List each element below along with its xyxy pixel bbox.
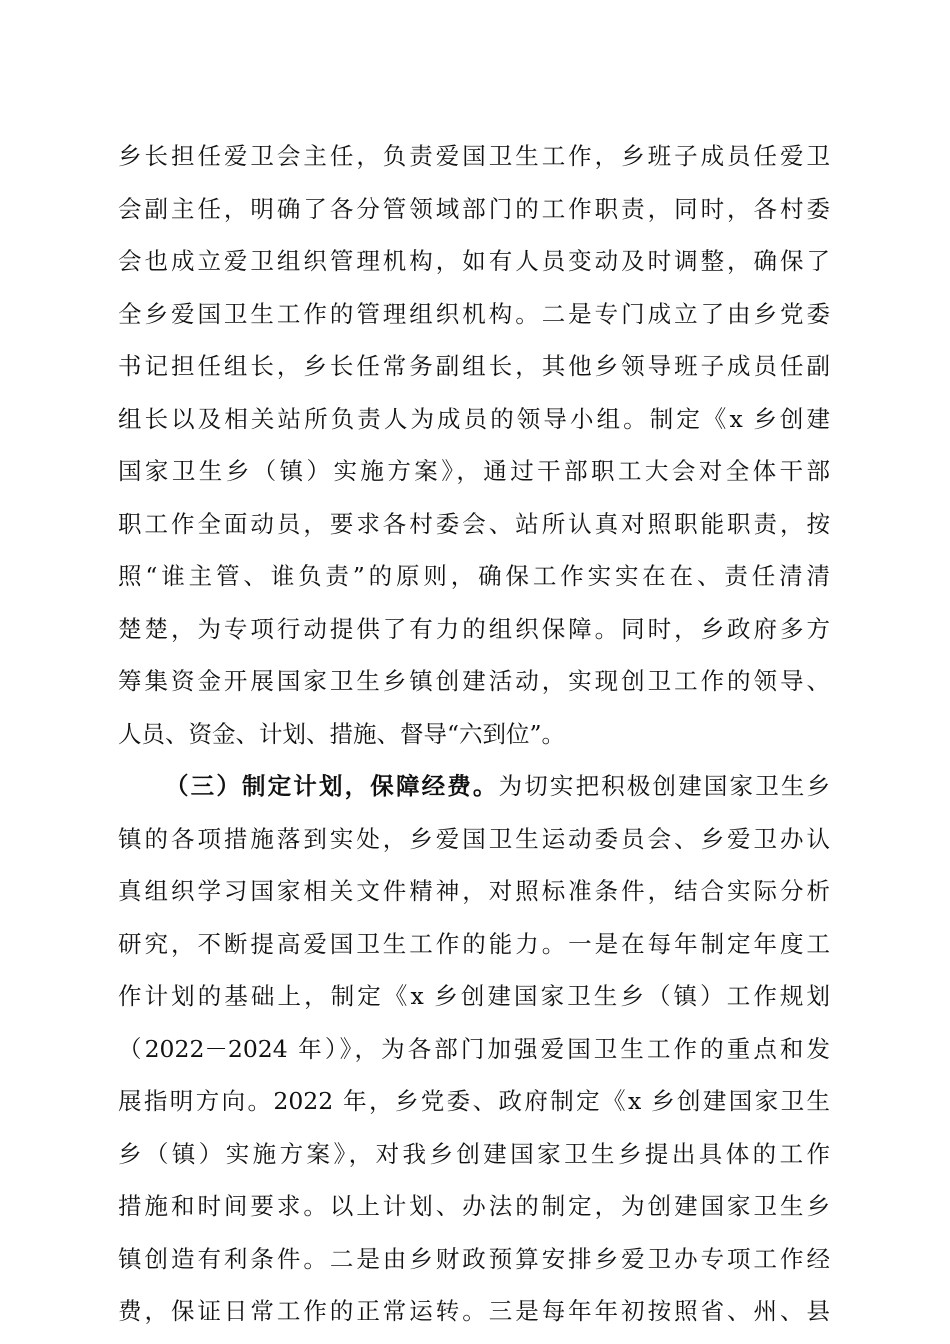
paragraph-line: 国家卫生乡（镇）实施方案》，通过干部职工大会对全体干部 [118,457,830,485]
paragraph-line: 会也成立爱卫组织管理机构，如有人员变动及时调整，确保了 [118,247,830,275]
paragraph-line: 镇的各项措施落到实处，乡爱国卫生运动委员会、乡爱卫办认 [118,824,830,853]
paragraph-line: 筹集资金开展国家卫生乡镇创建活动，实现创卫工作的领导、 [118,667,830,695]
paragraph-line: 研究，不断提高爱国卫生工作的能力。一是在每年制定年度工 [118,929,830,958]
paragraph-line: 真组织学习国家相关文件精神，对照标准条件，结合实际分析 [118,877,830,905]
paragraph-line: 作计划的基础上，制定《x 乡创建国家卫生乡（镇）工作规划 [118,982,830,1010]
paragraph-line: 会副主任，明确了各分管领域部门的工作职责，同时，各村委 [118,194,830,223]
paragraph-line: 楚楚，为专项行动提供了有力的组织保障。同时，乡政府多方 [118,614,830,643]
section-first-line [118,760,830,813]
paragraph-line: 职工作全面动员，要求各村委会、站所认真对照职能职责，按 [118,509,830,538]
paragraph-line: 人员、资金、计划、措施、督导“六到位”。 [118,719,566,748]
paragraph-line: 措施和时间要求。以上计划、办法的制定，为创建国家卫生乡 [118,1192,830,1220]
paragraph-line: 乡（镇）实施方案》，对我乡创建国家卫生乡提出具体的工作 [118,1139,830,1168]
paragraph-line: 镇创造有利条件。二是由乡财政预算安排乡爱卫办专项工作经 [118,1244,830,1273]
paragraph-line: 组长以及相关站所负责人为成员的领导小组。制定《x 乡创建 [118,404,830,433]
paragraph-line: 书记担任组长，乡长任常务副组长，其他乡领导班子成员任副 [118,352,830,380]
section-first-line-text: 为切实把积极创建国家卫生乡 [498,772,831,800]
section-heading: （三）制定计划，保障经费。 [165,772,499,800]
paragraph-line: 展指明方向。2022 年，乡党委、政府制定《x 乡创建国家卫生 [118,1087,830,1115]
paragraph-line: 照“谁主管、谁负责”的原则，确保工作实实在在、责任清清 [118,562,830,590]
paragraph-line: 乡长担任爱卫会主任，负责爱国卫生工作，乡班子成员任爱卫 [118,142,830,170]
paragraph-line: 费，保证日常工作的正常运转。三是每年年初按照省、州、县 [118,1297,830,1325]
paragraph-line: （2022－2024 年）》，为各部门加强爱国卫生工作的重点和发 [118,1034,830,1063]
body-text [118,130,830,1338]
paragraph-line: 全乡爱国卫生工作的管理组织机构。二是专门成立了由乡党委 [118,299,830,328]
